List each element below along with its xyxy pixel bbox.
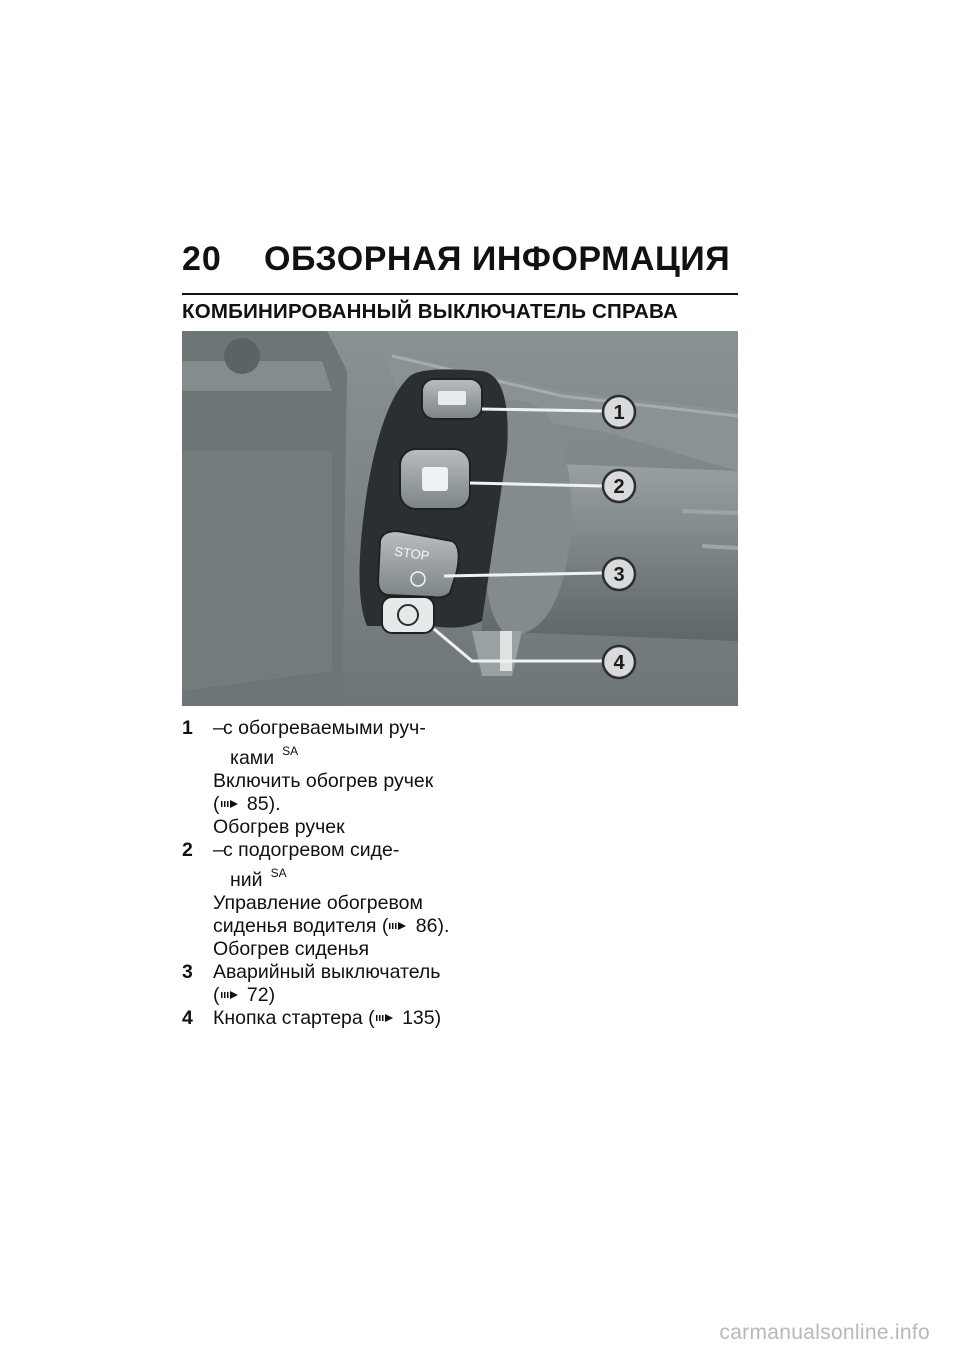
legend-item-2 [182,839,482,961]
legend-number: 3 [182,961,193,983]
option-condition: –с подогревом сиде- ний $^{SA}$ [213,839,400,891]
legend-number: 1 [182,717,193,739]
page-number: 20 [182,240,222,278]
chapter-title: ОБЗОРНАЯ ИНФОРМАЦИЯ [264,240,731,278]
sa-badge: SA [282,744,299,758]
page-ref-arrow-icon [388,919,410,933]
page-reference[interactable]: ( 72) [213,984,276,1006]
page-reference[interactable]: сиденья водителя ( 86). [213,915,450,937]
svg-text:1: 1 [613,402,625,424]
option-condition: –с обогреваемыми руч- ками $^{SA}$ [213,717,426,769]
page-ref-arrow-icon [375,1011,397,1025]
dash-icon: – [213,717,224,739]
extra-text: Обогрев ручек [213,816,345,838]
extra-text: Обогрев сиденья [213,938,370,960]
watermark: carmanualsonline.info [719,1321,930,1344]
page-header [182,240,738,284]
dash-icon: – [213,839,224,861]
header-rule [182,293,738,295]
sa-badge: SA [270,866,287,880]
svg-text:4: 4 [613,652,625,674]
legend-item-4 [182,1007,482,1030]
svg-text:3: 3 [613,564,625,586]
callout-4 [603,646,635,678]
page-reference[interactable]: ( 85). [213,793,281,815]
svg-text:2: 2 [613,476,625,498]
item-text: Аварийный выключатель [213,961,441,983]
action-text: Управление обогревом [213,892,423,914]
action-text: Включить обогрев ручек [213,770,434,792]
page-ref-arrow-icon [220,988,242,1002]
stop-label: STOP [393,543,431,564]
switch-figure [182,331,738,706]
legend [182,717,482,1030]
callout-3 [603,558,635,590]
callout-1 [603,396,635,428]
callout-2 [603,470,635,502]
legend-number: 4 [182,1007,193,1029]
legend-number: 2 [182,839,193,861]
page-ref-arrow-icon [220,797,242,811]
page-reference[interactable]: Кнопка стартера ( 135) [213,1007,442,1029]
handlebar-switch-illustration [182,331,738,706]
legend-item-1 [182,717,482,839]
section-title: КОМБИНИРОВАННЫЙ ВЫКЛЮЧАТЕЛЬ СПРАВА [182,300,679,323]
legend-item-3 [182,961,482,1007]
